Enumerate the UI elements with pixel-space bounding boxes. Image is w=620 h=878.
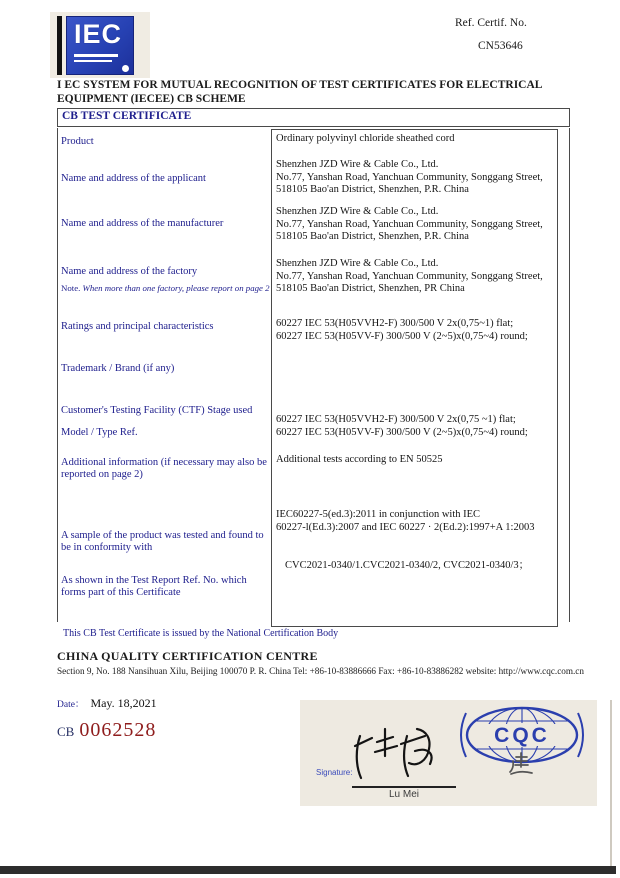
ncb-name: CHINA QUALITY CERTIFICATION CENTRE <box>57 649 318 663</box>
issued-by-note: This CB Test Certificate is issued by the National Certification Body <box>63 628 339 639</box>
ref-certif-label: Ref. Certif. No. <box>455 17 527 29</box>
field-label-additional-info: Additional information (if necessary may also be reported on page 2) <box>61 457 267 480</box>
scan-bottom-bar <box>0 866 616 874</box>
handwritten-signature-icon <box>345 720 460 784</box>
date-line <box>57 696 157 711</box>
field-label-trademark: Trademark / Brand (if any) <box>61 363 175 374</box>
iec-logo-bar <box>57 16 62 75</box>
jian-stamp-icon <box>508 750 534 777</box>
scan-edge <box>610 700 612 870</box>
value-ratings: 60227 IEC 53(H05VVH2-F) 300/500 V 2x(0,75~1) flat; 60227 IEC 53(H05VV-F) 300/500 V (2~5)x(0,75~4) round; <box>276 318 528 342</box>
ncb-address: Section 9, No. 188 Nansihuan Xilu, Beijing 100070 P. R. China Tel: +86-10-83886666 Fax: +86-10-83886282 website: http://www.cqc.com.cn <box>57 666 584 676</box>
factory-note-text: When more than one factory, please report on page 2 <box>82 283 270 293</box>
value-conformity: IEC60227-5(ed.3):2011 in conjunction with IEC 60227-l(Ed.3):2007 and IEC 60227 · 2(Ed.2):1997+A 1:2003 <box>276 509 535 533</box>
field-label-test-report: As shown in the Test Report Ref. No. which forms part of this Certificate <box>61 575 247 598</box>
iec-logo-text: IEC <box>74 19 123 49</box>
date-label: Date： <box>57 700 85 710</box>
scheme-title: I EC SYSTEM FOR MUTUAL RECOGNITION OF TEST CERTIFICATES FOR ELECTRICAL EQUIPMENT (IECEE) CB SCHEME <box>57 79 542 105</box>
field-label-conformity: A sample of the product was tested and found to be in conformity with <box>61 530 264 553</box>
field-label-manufacturer: Name and address of the manufacturer <box>61 218 224 229</box>
value-model-type: 60227 IEC 53(H05VVH2-F) 300/500 V 2x(0,75 ~1) flat; 60227 IEC 53(H05VV-F) 300/500 V (2~5)x(0,75~4) round; <box>276 414 528 438</box>
value-additional-info: Additional tests according to EN 50525 <box>276 454 443 465</box>
value-test-report: CVC2021-0340/1.CVC2021-0340/2, CVC2021-0340/3； <box>285 560 530 571</box>
iec-logo-lines-icon <box>74 54 122 65</box>
iec-logo <box>66 16 134 75</box>
field-label-applicant: Name and address of the applicant <box>61 173 206 184</box>
cqc-logo-text: CQC <box>494 724 550 747</box>
field-label-ctf-stage: Customer's Testing Facility (CTF) Stage used <box>61 405 253 416</box>
value-product: Ordinary polyvinyl chloride sheathed cord <box>276 133 455 144</box>
certificate-title-box <box>57 108 570 127</box>
field-label-ratings: Ratings and principal characteristics <box>61 321 214 332</box>
field-label-factory: Name and address of the factory <box>61 266 198 277</box>
signature-line <box>352 786 456 788</box>
signature-label: Signature: <box>316 768 353 777</box>
factory-note-prefix: Note. <box>61 283 81 293</box>
cb-number: 0062528 <box>79 719 157 741</box>
factory-note <box>61 283 291 293</box>
field-label-product: Product <box>61 136 94 147</box>
ref-certif-number: CN53646 <box>478 40 523 52</box>
value-manufacturer: Shenzhen JZD Wire & Cable Co., Ltd. No.77, Yanshan Road, Yanchuan Community, Songgang Street, 518105 Bao'an District, Shenzhen, P.R. China <box>276 206 543 243</box>
field-label-model-type: Model / Type Ref. <box>61 427 138 438</box>
date-value: May. 18,2021 <box>90 696 157 710</box>
certificate-title: CB TEST CERTIFICATE <box>62 110 192 122</box>
certificate-value-box <box>271 129 558 627</box>
value-factory: Shenzhen JZD Wire & Cable Co., Ltd. No.77, Yanshan Road, Yanchuan Community, Songgang Street, 518105 Bao'an District, Shenzhen, PR China <box>276 258 543 295</box>
cb-number-line <box>57 719 156 742</box>
value-applicant: Shenzhen JZD Wire & Cable Co., Ltd. No.77, Yanshan Road, Yanchuan Community, Songgang Street, 518105 Bao'an District, Shenzhen, P.R. China <box>276 159 543 196</box>
cb-label: CB <box>57 724 75 739</box>
signatory-name: Lu Mei <box>388 789 419 800</box>
